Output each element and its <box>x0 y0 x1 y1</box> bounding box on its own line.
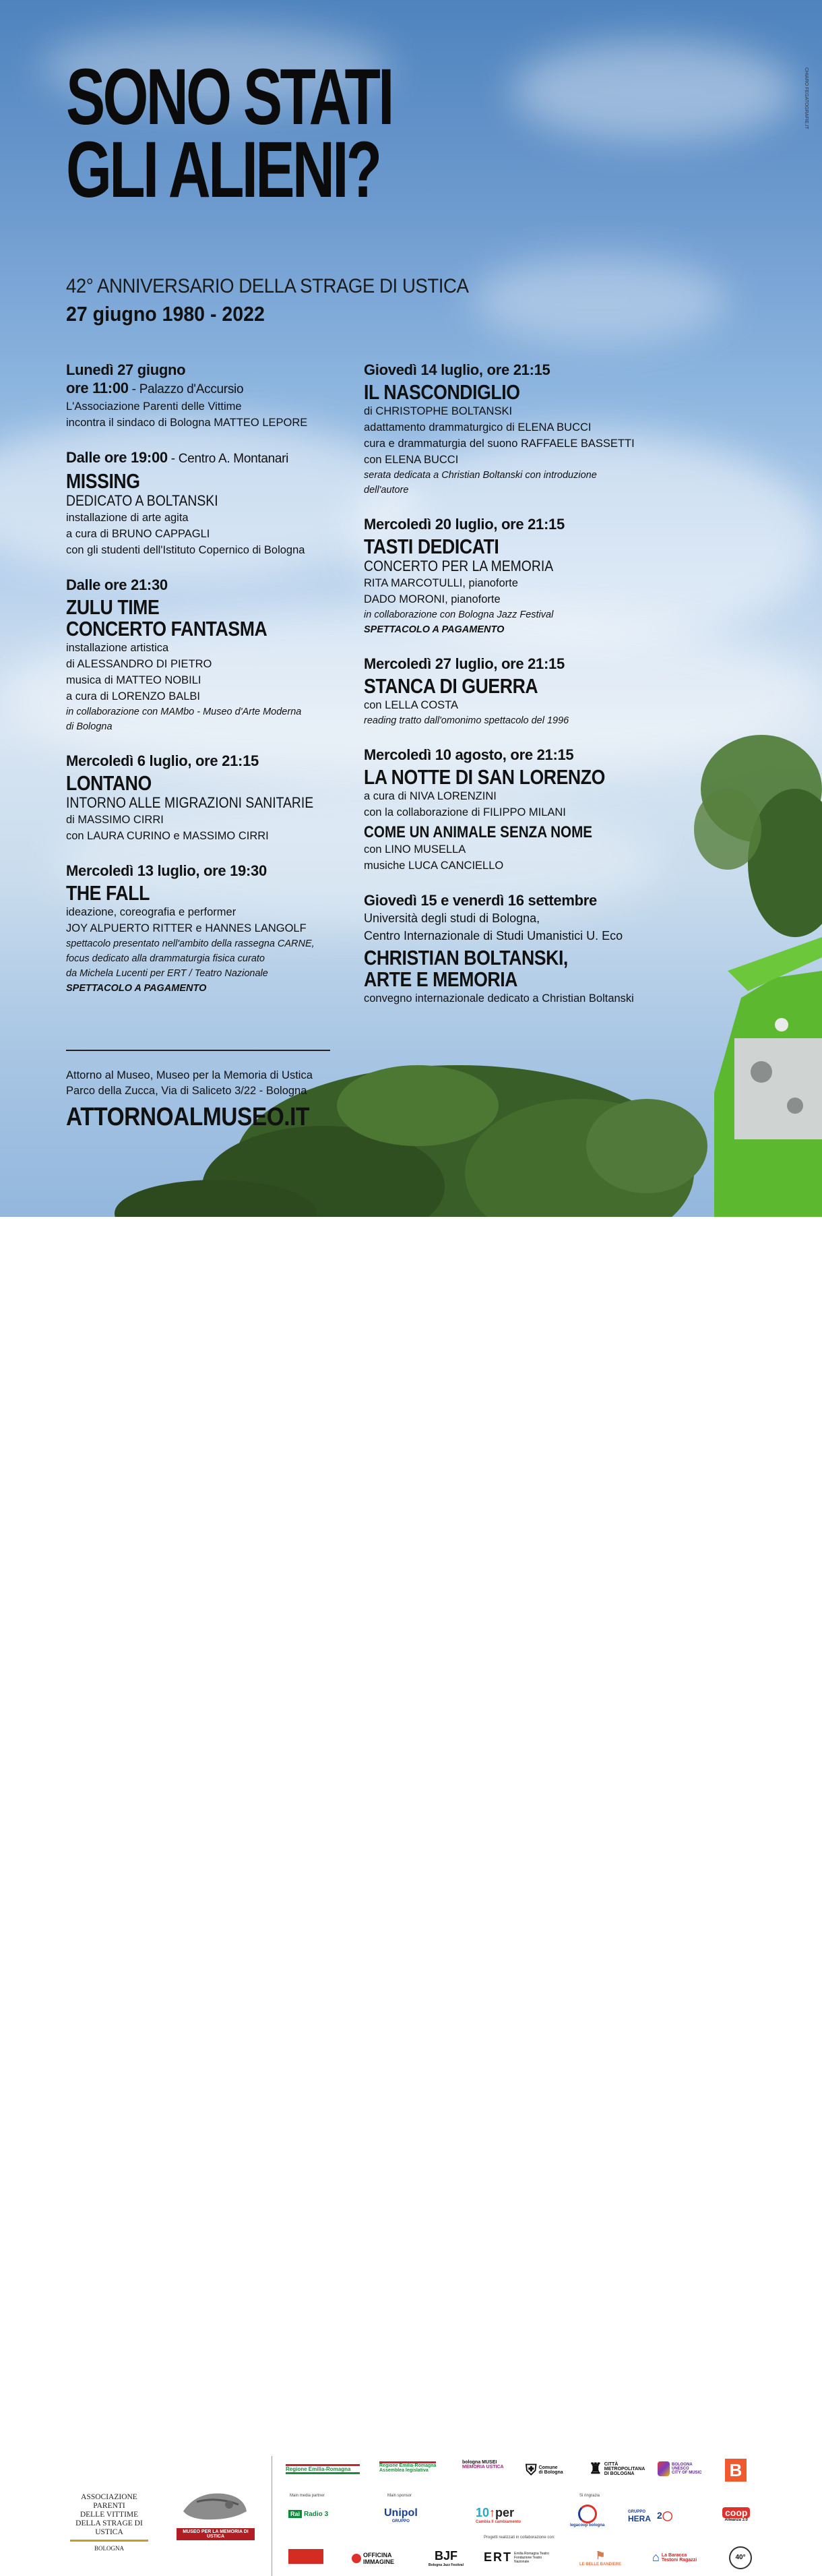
venue-address: Parco della Zucca, Via di Saliceto 3/22 - Bologna <box>66 1085 307 1097</box>
venue-line: Attorno al Museo, Museo per la Memoria di Ustica <box>66 1069 313 1081</box>
flag-icon: ⚑ <box>595 2550 606 2562</box>
event-note: spettacolo presentato nell'ambito della rassegna CARNE, <box>66 938 315 949</box>
house-icon: ⌂ <box>652 2550 660 2564</box>
event-time <box>66 379 336 398</box>
event-note: di Bologna <box>66 721 113 732</box>
event-9 <box>364 746 660 874</box>
event-line: con LAURA CURINO e MASSIMO CIRRI <box>66 830 269 842</box>
event-line: Centro Internazionale di Studi Umanistici U. Eco <box>364 929 623 942</box>
event-title: TASTI DEDICATI <box>364 535 499 558</box>
event-line: RITA MARCOTULLI, pianoforte <box>364 577 518 589</box>
per-logo <box>476 2506 521 2524</box>
title-line-1: SONO STATI <box>66 53 392 142</box>
event-date: Giovedì 15 e venerdì 16 settembre <box>364 892 597 909</box>
event-line: con gli studenti dell'Istituto Copernico di Bologna <box>66 544 305 556</box>
event-line: con ELENA BUCCI <box>364 454 459 466</box>
subtitle: 42° ANNIVERSARIO DELLA STRAGE DI USTICA <box>66 275 469 297</box>
association-name: DELLA STRAGE DI USTICA <box>75 2519 143 2536</box>
event-subtitle: CONCERTO PER LA MEMORIA <box>364 558 554 574</box>
photo-credit: CHIARO FEGATOGRAFIE.IT <box>804 67 809 129</box>
event-date: Mercoledì 27 luglio, ore 21:15 <box>364 655 565 672</box>
event-line: con la collaborazione di FILIPPO MILANI <box>364 806 566 818</box>
comune-crest-icon: ⛨ <box>526 2461 537 2478</box>
dates: 27 giugno 1980 - 2022 <box>66 302 265 326</box>
event-date: Dalle ore 21:30 <box>66 576 168 593</box>
event-line: a cura di LORENZO BALBI <box>66 690 200 702</box>
event-note: in collaborazione con MAMbo - Museo d'Arte Moderna <box>66 707 302 717</box>
event-date: Mercoledì 13 luglio, ore 19:30 <box>66 862 267 879</box>
website-link[interactable]: ATTORNOALMUSEO.IT <box>66 1103 309 1131</box>
sponsor-footer <box>0 1217 822 2567</box>
city-of-music-logo <box>658 2461 702 2476</box>
association-name: DELLE VITTIME <box>80 2511 139 2519</box>
event-hour: Dalle ore 19:00 <box>66 449 168 466</box>
collaboration-label: Progetti realizzati in collaborazione con: <box>484 2536 555 2540</box>
event-title: LA NOTTE DI SAN LORENZO <box>364 765 605 789</box>
bjf-name: BJF <box>434 2549 457 2563</box>
event-line: a cura di BRUNO CAPPAGLI <box>66 528 210 540</box>
b-icon: B <box>725 2459 747 2482</box>
title-line-2: GLI ALIENI? <box>66 125 380 214</box>
event-title: MISSING <box>66 469 140 493</box>
event-date: Lunedì 27 giugno <box>66 361 186 378</box>
comune-logo <box>526 2461 563 2479</box>
event-title: CONCERTO FANTASMA <box>66 617 267 640</box>
association-city: BOLOGNA <box>94 2545 124 2552</box>
red-block-icon <box>288 2549 323 2564</box>
unipol-sub: GRUPPO <box>391 2519 410 2523</box>
bjf-sub: Bologna Jazz Festival <box>429 2563 464 2567</box>
poster-sky <box>0 0 822 1217</box>
assemblea-logo <box>379 2461 436 2473</box>
event-note: serata dedicata a Christian Boltanski con introduzione <box>364 470 597 481</box>
anniversary-seal-logo <box>729 2546 752 2569</box>
event-line: installazione artistica <box>66 642 169 654</box>
event-line: L'Associazione Parenti delle Vittime <box>66 400 242 413</box>
paid-event-label: SPETTACOLO A PAGAMENTO <box>364 624 505 635</box>
association-logo <box>65 2493 154 2553</box>
event-date: Mercoledì 20 luglio, ore 21:15 <box>364 516 565 533</box>
association-name: ASSOCIAZIONE PARENTI <box>81 2493 137 2510</box>
officina-logo <box>352 2552 394 2565</box>
musei-logo <box>462 2460 504 2469</box>
event-line: ideazione, coreografia e performer <box>66 906 236 918</box>
baracca-name: La Baracca Testoni Ragazzi <box>661 2552 697 2563</box>
legacoop-name: legacoop bologna <box>570 2523 605 2527</box>
regione-logo <box>286 2464 360 2474</box>
event-title: CHRISTIAN BOLTANSKI, <box>364 946 568 969</box>
hera-name: GRUPPO HERA <box>628 2510 652 2523</box>
paid-event-label: SPETTACOLO A PAGAMENTO <box>66 983 207 994</box>
anniversary-seal: 40° <box>729 2546 752 2569</box>
event-10 <box>364 891 660 1007</box>
media-partner-label: Main media partner <box>290 2494 325 2498</box>
event-note: dell'autore <box>364 485 409 496</box>
event-date: Mercoledì 6 luglio, ore 21:15 <box>66 752 259 769</box>
event-6 <box>364 361 660 498</box>
program-left-column <box>66 361 336 1013</box>
event-line: a cura di NIVA LORENZINI <box>364 790 497 802</box>
ert-sub: Emilia Romagna Teatro Fondazione Teatro Nazionale <box>514 2551 549 2564</box>
radio-name: Radio 3 <box>304 2510 329 2518</box>
b-logo <box>725 2459 747 2482</box>
venue <box>66 1068 313 1099</box>
event-title: IL NASCONDIGLIO <box>364 380 520 404</box>
hera-20-icon: 2◯ <box>657 2509 673 2521</box>
event-8 <box>364 655 660 728</box>
green-sculpture <box>714 937 822 1217</box>
event-line: con LINO MUSELLA <box>364 843 466 856</box>
event-place: - Centro A. Montanari <box>167 452 289 466</box>
association-bar <box>70 2540 148 2542</box>
event-subtitle: INTORNO ALLE MIGRAZIONI SANITARIE <box>66 794 314 811</box>
bjf-logo <box>429 2549 464 2567</box>
event-title: THE FALL <box>66 881 150 905</box>
coop-sub: Alleanza 3.0 <box>724 2518 748 2522</box>
museo-label: MUSEO PER LA MEMORIA DI USTICA <box>177 2528 255 2540</box>
per-sub: Cambia Il cambiamento <box>476 2520 521 2524</box>
per-mark: 10↑per <box>476 2506 515 2519</box>
event-5 <box>66 862 336 996</box>
music-icon <box>658 2461 670 2476</box>
radio3-logo <box>288 2510 328 2518</box>
event-line: cura e drammaturgia del suono RAFFAELE BASSETTI <box>364 438 635 450</box>
music-name: BOLOGNA UNESCO CITY OF MUSIC <box>672 2463 702 2475</box>
event-hour: ore 11:00 <box>66 380 129 396</box>
event-date: Giovedì 14 luglio, ore 21:15 <box>364 361 550 378</box>
event-line: musica di MATTEO NOBILI <box>66 674 201 686</box>
event-title: COME UN ANIMALE SENZA NOME <box>364 823 593 841</box>
event-7 <box>364 515 660 637</box>
page-title <box>66 53 392 214</box>
musei-name: MEMORIA USTICA <box>462 2465 504 2469</box>
event-line: di CHRISTOPHE BOLTANSKI <box>364 405 513 417</box>
thanks-label: Si ringrazia <box>579 2494 600 2498</box>
event-line: installazione di arte agita <box>66 512 189 524</box>
event-line: DADO MORONI, pianoforte <box>364 593 501 605</box>
tree-right <box>694 735 822 937</box>
event-date: Mercoledì 10 agosto, ore 21:15 <box>364 746 574 763</box>
citta-metropolitana-logo <box>589 2460 645 2478</box>
officina-icon <box>352 2554 361 2563</box>
rai-name: Rai <box>288 2510 302 2518</box>
sponsor-label: Main sponsor <box>387 2494 412 2498</box>
event-time <box>66 448 336 468</box>
event-line: di MASSIMO CIRRI <box>66 814 164 826</box>
event-line: Università degli studi di Bologna, <box>364 911 540 925</box>
red-block-logo <box>288 2549 323 2564</box>
museo-logo <box>177 2484 255 2540</box>
baracca-logo <box>652 2550 697 2565</box>
event-line: JOY ALPUERTO RITTER e HANNES LANGOLF <box>66 922 307 934</box>
airplane-wreck-icon <box>177 2484 255 2525</box>
unipol-logo <box>384 2507 418 2523</box>
ert-name: ERT <box>484 2550 512 2564</box>
ert-logo <box>484 2550 555 2565</box>
event-line: musiche LUCA CANCIELLO <box>364 860 504 872</box>
assemblea-name: Regione Emilia-Romagna <box>379 2463 437 2468</box>
event-note: reading tratto dall'omonimo spettacolo del 1996 <box>364 715 569 726</box>
event-note: focus dedicato alla drammaturgia fisica curato <box>66 953 265 964</box>
event-3 <box>66 576 336 734</box>
musei-name: bologna MUSEI <box>462 2460 497 2465</box>
event-title: ZULU TIME <box>66 595 160 619</box>
unipol-name: Unipol <box>384 2507 418 2519</box>
event-4 <box>66 752 336 844</box>
legacoop-icon <box>578 2505 597 2523</box>
event-title: ARTE E MEMORIA <box>364 967 518 991</box>
tower-icon: ♜ <box>589 2460 602 2477</box>
legacoop-logo <box>570 2505 604 2527</box>
comune-name: Comune di Bologna <box>538 2465 563 2475</box>
event-place: - Palazzo d'Accursio <box>128 382 244 396</box>
regione-name: Regione Emilia-Romagna <box>286 2464 360 2474</box>
belle-bandiere-logo <box>579 2549 621 2567</box>
event-title: LONTANO <box>66 771 152 795</box>
bandiere-name: LE BELLE BANDIERE <box>579 2563 622 2567</box>
assemblea-name: Assemblea legislativa <box>379 2468 429 2473</box>
event-2 <box>66 448 336 558</box>
event-title: STANCA DI GUERRA <box>364 674 538 698</box>
officina-name: OFFICINA IMMAGINE <box>363 2552 394 2565</box>
event-line: convegno internazionale dedicato a Christian Boltanski <box>364 992 634 1005</box>
event-note: in collaborazione con Bologna Jazz Festival <box>364 609 554 620</box>
event-line: di ALESSANDRO DI PIETRO <box>66 658 212 670</box>
event-line: con LELLA COSTA <box>364 699 459 711</box>
event-line: adattamento drammaturgico di ELENA BUCCI <box>364 421 592 433</box>
hera-logo <box>628 2509 672 2522</box>
event-1 <box>66 361 336 431</box>
coop-logo <box>722 2507 750 2522</box>
divider <box>66 1050 330 1051</box>
event-subtitle: DEDICATO A BOLTANSKI <box>66 492 218 509</box>
citta-name: CITTÀ METROPOLITANA DI BOLOGNA <box>604 2461 645 2476</box>
program-right-column <box>364 361 660 1024</box>
event-note: da Michela Lucenti per ERT / Teatro Nazionale <box>66 968 268 979</box>
event-line: incontra il sindaco di Bologna MATTEO LEPORE <box>66 417 308 429</box>
coop-name: coop <box>722 2507 750 2518</box>
